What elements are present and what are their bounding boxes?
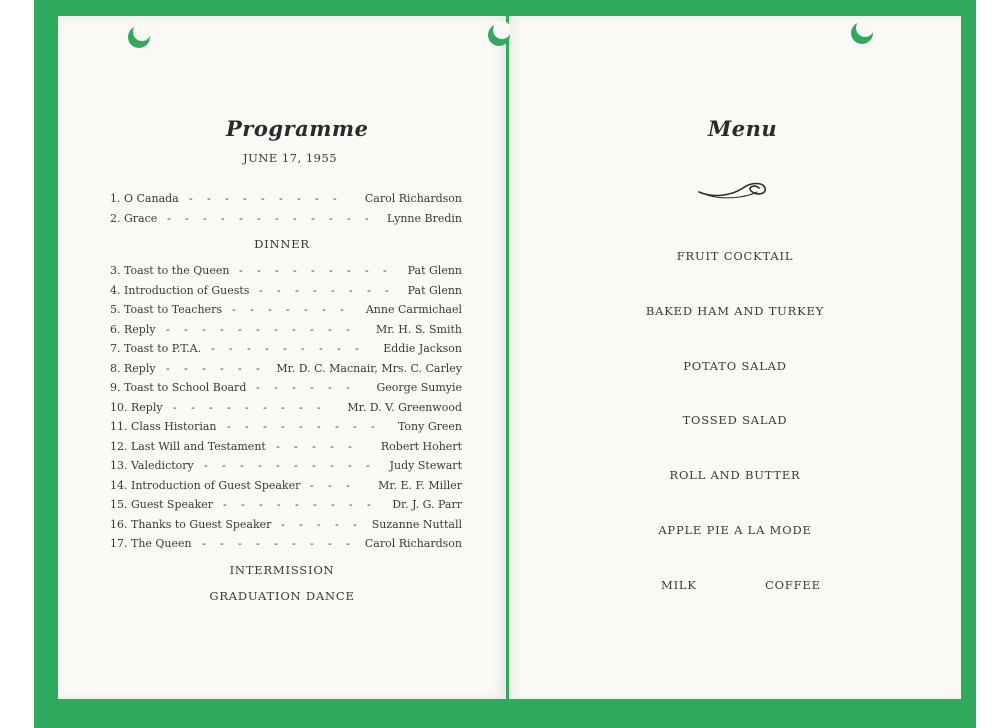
- leader-dash: -: [185, 211, 189, 225]
- leader-dash: -: [317, 420, 321, 433]
- programme-item: 4. Introduction of Guests: [110, 283, 250, 297]
- programme-person: Pat Glenn: [407, 283, 462, 297]
- leader-dash: -: [241, 498, 245, 511]
- leader-dash: -: [220, 537, 224, 550]
- leader-dash: -: [243, 192, 247, 205]
- programme-row: [110, 498, 462, 516]
- programme-row: [110, 362, 462, 380]
- menu-title: Menu: [708, 116, 778, 141]
- leader-dash: -: [261, 192, 265, 205]
- leader-dash: -: [263, 420, 267, 433]
- leader-dash: -: [355, 342, 359, 355]
- menu-drink-milk: MILK: [661, 578, 697, 592]
- leader-dash: -: [331, 283, 335, 297]
- leader-dash: -: [189, 192, 193, 205]
- programme-person: Tony Green: [397, 420, 462, 433]
- leader-dash: -: [245, 420, 249, 433]
- leader-dash: -: [277, 283, 281, 297]
- leader-dash: -: [328, 537, 332, 550]
- leader-dash: -: [312, 439, 316, 453]
- programme-row: [110, 537, 462, 555]
- leader-dash: -: [240, 459, 244, 472]
- leader-dash: -: [281, 517, 285, 531]
- leader-dash: -: [295, 283, 299, 297]
- leader-dash: -: [275, 211, 279, 225]
- programme-person: Mr. H. S. Smith: [375, 322, 462, 336]
- programme-person: Carol Richardson: [364, 192, 462, 205]
- menu-item: FRUIT COCKTAIL: [676, 249, 794, 263]
- leader-dash: -: [347, 211, 351, 225]
- leader-dash: -: [211, 342, 215, 355]
- programme-date: JUNE 17, 1955: [243, 151, 338, 165]
- leader-dash: -: [227, 400, 231, 414]
- programme-item: 14. Introduction of Guest Speaker: [110, 478, 301, 492]
- leader-dash: -: [166, 322, 170, 336]
- leader-dash: -: [202, 361, 206, 375]
- leader-dash: -: [319, 342, 323, 355]
- leader-dash: -: [340, 303, 344, 316]
- programme-item: 17. The Queen: [110, 537, 192, 550]
- menu-item: BAKED HAM AND TURKEY: [645, 303, 825, 318]
- leader-dash: -: [346, 322, 350, 336]
- leader-dash: -: [383, 264, 387, 277]
- leader-dash: -: [317, 400, 321, 414]
- leader-dash: -: [294, 439, 298, 453]
- leader-dash: -: [346, 537, 350, 550]
- programme-person: Carol Richardson: [364, 537, 462, 550]
- leader-dash: -: [329, 211, 333, 225]
- leader-dash: -: [202, 537, 206, 550]
- binder-hole-icon: [851, 22, 873, 44]
- leader-dash: -: [220, 322, 224, 336]
- leader-dash: -: [328, 381, 332, 394]
- leader-dash: -: [258, 459, 262, 472]
- leader-dash: -: [311, 264, 315, 277]
- leader-dash: -: [348, 439, 352, 453]
- leader-dash: -: [209, 400, 213, 414]
- programme-row: [110, 420, 462, 438]
- programme-item: 16. Thanks to Guest Speaker: [110, 517, 272, 531]
- leader-dash: -: [279, 192, 283, 205]
- leader-dash: -: [256, 361, 260, 375]
- leader-dash: -: [184, 322, 188, 336]
- leader-dash: -: [328, 478, 332, 492]
- programme-row: [110, 192, 462, 210]
- leader-dash: -: [367, 283, 371, 297]
- leader-dash: -: [184, 361, 188, 375]
- programme-row: [110, 459, 462, 477]
- leader-dash: -: [274, 381, 278, 394]
- leader-dash: -: [173, 400, 177, 414]
- leader-dash: -: [283, 342, 287, 355]
- leader-dash: -: [349, 498, 353, 511]
- leader-dash: -: [312, 459, 316, 472]
- programme-row: [110, 212, 462, 230]
- programme-item: 2. Grace: [110, 211, 158, 225]
- programme-item: 15. Guest Speaker: [110, 498, 214, 511]
- programme-row: [110, 479, 462, 497]
- leader-dash: -: [301, 342, 305, 355]
- leader-dash: -: [221, 211, 225, 225]
- leader-dash: -: [238, 361, 242, 375]
- leader-dash: -: [346, 381, 350, 394]
- leader-dash: -: [294, 459, 298, 472]
- programme-person: Robert Hohert: [380, 439, 462, 453]
- leader-dash: -: [256, 381, 260, 394]
- programme-item: 10. Reply: [110, 400, 163, 414]
- leader-dash: -: [385, 283, 389, 297]
- programme-row: [110, 518, 462, 536]
- leader-dash: -: [310, 537, 314, 550]
- leader-dash: -: [366, 459, 370, 472]
- programme-row: [110, 440, 462, 458]
- leader-dash: -: [257, 211, 261, 225]
- programme-row: [110, 303, 462, 321]
- leader-dash: -: [333, 192, 337, 205]
- leader-dash: -: [365, 264, 369, 277]
- programme-row: [110, 323, 462, 341]
- leader-dash: -: [223, 498, 227, 511]
- programme-row: [110, 284, 462, 302]
- leader-dash: -: [220, 361, 224, 375]
- leader-dash: -: [317, 517, 321, 531]
- leader-dash: -: [202, 322, 206, 336]
- programme-item: 3. Toast to the Queen: [110, 264, 230, 277]
- leader-dash: -: [191, 400, 195, 414]
- leader-dash: -: [299, 400, 303, 414]
- programme-row: [110, 381, 462, 399]
- leader-dash: -: [204, 459, 208, 472]
- menu-item: APPLE PIE A LA MODE: [658, 523, 812, 537]
- flourish-ornament-icon: [697, 178, 771, 202]
- leader-dash: -: [310, 381, 314, 394]
- programme-person: Pat Glenn: [407, 264, 462, 277]
- leader-dash: -: [353, 420, 357, 433]
- leader-dash: -: [315, 192, 319, 205]
- leader-dash: -: [238, 537, 242, 550]
- programme-item: 13. Valedictory: [110, 459, 194, 472]
- menu-item: TOSSED SALAD: [682, 413, 788, 428]
- leader-dash: -: [229, 342, 233, 355]
- programme-item: 11. Class Historian: [110, 420, 217, 433]
- leader-dash: -: [311, 211, 315, 225]
- leader-dash: -: [259, 498, 263, 511]
- leader-dash: -: [239, 211, 243, 225]
- programme-person: Judy Stewart: [389, 459, 462, 472]
- programme-person: Mr. D. C. Macnair, Mrs. C. Carley: [276, 361, 462, 375]
- leader-dash: -: [239, 264, 243, 277]
- programme-row: [110, 264, 462, 282]
- menu-drink-coffee: COFFEE: [765, 578, 821, 592]
- leader-dash: -: [268, 303, 272, 316]
- leader-dash: -: [166, 361, 170, 375]
- programme-person: Mr. E. F. Miller: [378, 478, 462, 492]
- programme-item: 5. Toast to Teachers: [110, 303, 222, 316]
- menu-item: ROLL AND BUTTER: [669, 468, 801, 483]
- leader-dash: -: [263, 400, 267, 414]
- leader-dash: -: [349, 283, 353, 297]
- leader-dash: -: [331, 498, 335, 511]
- leader-dash: -: [346, 478, 350, 492]
- leader-dash: -: [347, 264, 351, 277]
- programme-item: 6. Reply: [110, 322, 156, 336]
- programme-person: Lynne Bredin: [387, 211, 462, 225]
- programme-row: [110, 401, 462, 419]
- menu-item: POTATO SALAD: [683, 358, 787, 373]
- graduation-dance-heading: GRADUATION DANCE: [209, 589, 355, 603]
- binder-hole-icon: [488, 24, 510, 46]
- leader-dash: -: [276, 459, 280, 472]
- binder-hole-icon: [128, 26, 150, 48]
- leader-dash: -: [292, 381, 296, 394]
- leader-dash: -: [365, 211, 369, 225]
- leader-dash: -: [276, 439, 280, 453]
- leader-dash: -: [222, 459, 226, 472]
- programme-person: Anne Carmichael: [365, 303, 462, 316]
- leader-dash: -: [335, 420, 339, 433]
- leader-dash: -: [256, 537, 260, 550]
- leader-dash: -: [265, 342, 269, 355]
- leader-dash: -: [337, 342, 341, 355]
- leader-dash: -: [304, 303, 308, 316]
- leader-dash: -: [322, 303, 326, 316]
- leader-dash: -: [328, 322, 332, 336]
- leader-dash: -: [238, 322, 242, 336]
- programme-person: Mr. D. V. Greenwood: [347, 400, 462, 414]
- leader-dash: -: [330, 459, 334, 472]
- programme-item: 1. O Canada: [110, 192, 179, 205]
- leader-dash: -: [367, 498, 371, 511]
- programme-person: Dr. J. G. Parr: [392, 498, 462, 511]
- leader-dash: -: [292, 322, 296, 336]
- programme-item: 8. Reply: [110, 361, 156, 375]
- leader-dash: -: [247, 342, 251, 355]
- leader-dash: -: [274, 537, 278, 550]
- leader-dash: -: [353, 517, 357, 531]
- leader-dash: -: [313, 283, 317, 297]
- leader-dash: -: [297, 192, 301, 205]
- programme-item: 12. Last Will and Testament: [110, 439, 266, 453]
- leader-dash: -: [286, 303, 290, 316]
- leader-dash: -: [225, 192, 229, 205]
- programme-person: George Sumyie: [376, 381, 462, 394]
- leader-dash: -: [256, 322, 260, 336]
- dinner-heading: DINNER: [254, 237, 310, 251]
- leader-dash: -: [203, 211, 207, 225]
- programme-item: 9. Toast to School Board: [110, 381, 247, 394]
- leader-dash: -: [330, 439, 334, 453]
- leader-dash: -: [281, 420, 285, 433]
- programme-title: Programme: [226, 116, 369, 141]
- leader-dash: -: [277, 498, 281, 511]
- leader-dash: -: [274, 322, 278, 336]
- leader-dash: -: [293, 211, 297, 225]
- programme-person: Eddie Jackson: [383, 342, 462, 355]
- programme-person: Suzanne Nuttall: [371, 517, 462, 531]
- leader-dash: -: [259, 283, 263, 297]
- leader-dash: -: [310, 322, 314, 336]
- leader-dash: -: [257, 264, 261, 277]
- leader-dash: -: [299, 420, 303, 433]
- leader-dash: -: [245, 400, 249, 414]
- leader-dash: -: [299, 517, 303, 531]
- leader-dash: -: [281, 400, 285, 414]
- leader-dash: -: [167, 211, 171, 225]
- leader-dash: -: [275, 264, 279, 277]
- leader-dash: -: [313, 498, 317, 511]
- leader-dash: -: [329, 264, 333, 277]
- intermission-heading: INTERMISSION: [229, 563, 335, 577]
- leader-dash: -: [371, 420, 375, 433]
- programme-item: 7. Toast to P.T.A.: [110, 342, 202, 355]
- leader-dash: -: [292, 537, 296, 550]
- leader-dash: -: [232, 303, 236, 316]
- leader-dash: -: [293, 264, 297, 277]
- leader-dash: -: [227, 420, 231, 433]
- leader-dash: -: [348, 459, 352, 472]
- leader-dash: -: [335, 517, 339, 531]
- leader-dash: -: [250, 303, 254, 316]
- leader-dash: -: [207, 192, 211, 205]
- leader-dash: -: [295, 498, 299, 511]
- programme-row: [110, 342, 462, 360]
- leader-dash: -: [310, 478, 314, 492]
